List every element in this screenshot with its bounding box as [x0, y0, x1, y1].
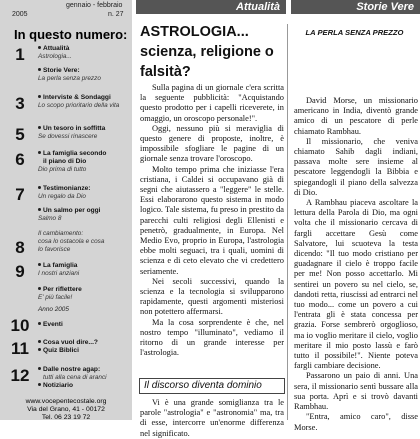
article-astrologia — [136, 0, 286, 438]
story-paragraph: "Entra, amico caro", disse Morse. — [294, 412, 418, 432]
toc-page-number: 3 — [15, 94, 25, 113]
toc-item-cambiamento[interactable] — [0, 230, 132, 264]
toc-item-storie-vere[interactable] — [0, 67, 132, 97]
toc-item-label: Storie Vere: — [43, 67, 80, 74]
toc-item-subtitle: I nostri anziani — [38, 270, 80, 277]
toc-item-subtitle-cont: lo favorisce — [38, 246, 71, 253]
toc-item-label: Un tesoro in soffitta — [43, 125, 106, 132]
toc-page-number: 9 — [15, 262, 25, 281]
toc-item-famiglia-piano[interactable] — [0, 150, 132, 184]
anno-label: Anno 2005 — [38, 306, 69, 313]
column-divider — [287, 24, 288, 420]
toc-item-subtitle: Astrologia... — [38, 53, 72, 60]
toc-page-number: 10 — [10, 316, 30, 335]
article-body — [140, 83, 284, 375]
toc-item-label: Interviste & Sondaggi — [43, 94, 111, 101]
article-subheading: Il discorso diventa dominio — [139, 378, 285, 394]
toc-item-label: Un salmo per oggi — [43, 207, 101, 214]
bullet-icon — [38, 383, 41, 386]
toc-item-label: Cosa vuol dire...? — [43, 339, 98, 346]
publisher-footer — [0, 398, 132, 422]
toc-item-label: Dalle nostre agap: — [43, 366, 101, 373]
toc-item-label: Testimonianze: — [43, 185, 91, 192]
article-paragraph: Sulla pagina di un giornale c'era scritta la seguente pubblicità: "Acquistando questo prodotto per i capelli riceverete, in omaggio, un oroscopo personale!". — [140, 83, 284, 123]
phone-line: Tel. 06 23 19 72 — [41, 414, 91, 421]
bullet-icon — [38, 263, 41, 266]
toc-item-label: Quiz Biblici — [43, 347, 79, 354]
toc-item-subtitle: La perla senza prezzo — [38, 75, 101, 82]
bullet-icon — [38, 340, 41, 343]
story-paragraph: Il missionario, che veniva chiamato Sahib dagli indiani, passava molte sere insieme al pescatore leggendogli la Bibbia e spiegandogli il piano della salvezza di Dio. — [294, 136, 418, 197]
article-paragraph: Oggi, nessuno più si meraviglia di questo genere di proposte, inoltre, è impossibile sfogliare le pagine di un giornale senza trovare l'oroscopo. — [140, 123, 284, 164]
sidebar — [0, 0, 132, 420]
bullet-icon — [38, 367, 41, 370]
article-storie-vere — [289, 0, 420, 432]
story-body — [294, 96, 418, 432]
toc-item-label: Attualità — [43, 45, 70, 52]
toc-item-label: Notiziario — [43, 382, 74, 389]
story-paragraph: A Rambhau piaceva ascoltare la lettura della Parola di Dio, ma ogni volta che il missionario cercava di fargli accettare Gesù come Salvatore, lui scuoteva la testa dicendo: "Il tuo modo cristiano per guadagnare il cielo è troppo facile per me! Non posso accettarlo. Mi sentirei un povero su nel cielo, se, dandoti retta, riuscissi ad entrarci nel tuo modo... come un povero a cui l'entrata gli è stata concessa per grazia. Forse sembrerò orgoglioso, ma io voglio meritare il cielo, voglio meritare il mio posto lassù e farò tutto il possibile!". Niente poteva fargli cambiare decisione. — [294, 198, 418, 371]
toc-item-subtitle-cont: cosa lo ostacola e cosa — [38, 238, 105, 245]
issue-header — [0, 0, 132, 20]
toc-item-subtitle: Dio prima di tutto — [38, 166, 87, 173]
toc-item-interviste[interactable] — [0, 94, 132, 124]
bullet-icon — [38, 126, 41, 129]
bullet-icon — [38, 186, 41, 189]
section-banner-storie-vere: Storie Vere — [291, 0, 420, 14]
toc-item-agap[interactable] — [0, 366, 132, 396]
toc-item-subtitle: Lo scopo prioritario della vita — [38, 102, 120, 109]
toc-page-number: 7 — [15, 185, 25, 204]
toc-page-number: 5 — [15, 125, 25, 144]
issue-year: 2005 — [12, 11, 28, 18]
bullet-icon — [38, 208, 41, 211]
toc-item-label-cont: il piano di Dio — [43, 158, 87, 165]
toc-page-number: 8 — [15, 238, 25, 257]
address-line: Via del Grano, 41 - 00172 — [27, 406, 105, 413]
toc-item-label: La famiglia secondo — [43, 150, 107, 157]
bullet-icon — [38, 287, 41, 290]
toc-item-subtitle: E' più facile! — [38, 294, 73, 301]
toc-item-label: La famiglia — [43, 262, 78, 269]
toc-item-label: Eventi — [43, 321, 63, 328]
article-paragraph: Vi è una grande somiglianza tra le parole "astrologia" e "astronomia" ma, tra di esse, intercorre un'enorme differenza nel significato. — [140, 398, 284, 438]
section-banner-attualita: Attualità — [136, 0, 286, 14]
article-paragraph: Ma la cosa sorprendente è che, nel nostro tempo "illuminato", vediamo il ritorno di un grande interesse per l'astrologia. — [140, 317, 284, 358]
toc-item-eventi[interactable] — [0, 316, 132, 336]
bullet-icon — [38, 95, 41, 98]
toc-page-number: 12 — [10, 366, 30, 385]
toc-page-number: 1 — [15, 45, 25, 64]
toc-item-label: Per riflettere — [43, 286, 82, 293]
story-paragraph: Passarono un paio di anni. Una sera, il missionario sentì bussare alla sua porta. Aprì e si trovò davanti Rambhau. — [294, 371, 418, 412]
toc-page-number: 11 — [11, 339, 29, 358]
article-paragraph: Molto tempo prima che iniziasse l'era cristiana, i Caldei si occupavano già di segni che aiutassero a "leggere" le stelle. Essi elaborarono questo sistema in modo logico. Tale sistema, fu preso in prestito da parecchi culti religiosi degli Ellenisti e penetrò, gradualmente, in Europa. Nel Medio Evo, proprio in Europa, l'astrologia ebbe molti seguaci, tra i quali, uomini di scienza e di ceto elevato che vi credettero seriamente. — [140, 164, 284, 276]
website-link[interactable]: www.vocepentecostale.org — [25, 398, 107, 405]
story-title: LA PERLA SENZA PREZZO — [305, 28, 404, 37]
bullet-icon — [38, 68, 41, 71]
bullet-icon — [38, 151, 41, 154]
toc-item-subtitle: tutti alla cena di aranci — [43, 374, 107, 381]
article-headline: ASTROLOGIA... scienza, religione o falsità? — [140, 24, 274, 80]
toc-title: In questo numero: — [14, 27, 128, 42]
toc-item-quiz[interactable] — [0, 339, 132, 363]
toc-item-subtitle: Un regalo da Dio — [38, 193, 86, 200]
bullet-icon — [38, 322, 41, 325]
article-paragraph: Nei secoli successivi, quando la scienza e la tecnologia si svilupparono rapidamente, questi argomenti misteriosi non potettero affermarsi. — [140, 276, 284, 317]
toc-item-subtitle: Se dovessi rinascere — [38, 133, 98, 140]
issue-number: n. 27 — [108, 11, 124, 18]
toc-item-subtitle: Il cambiamento: — [38, 230, 84, 237]
toc-page-number: 6 — [15, 150, 25, 169]
toc-item-subtitle: Salmo 8 — [38, 215, 62, 222]
story-paragraph: David Morse, un missionario americano in India, diventò grande amico di un pescatore di perle chiamato Rambhau. — [294, 96, 418, 136]
article-body-continued — [140, 398, 284, 438]
issue-months: gennaio - febbraio — [66, 2, 123, 9]
bullet-icon — [38, 348, 41, 351]
bullet-icon — [38, 46, 41, 49]
